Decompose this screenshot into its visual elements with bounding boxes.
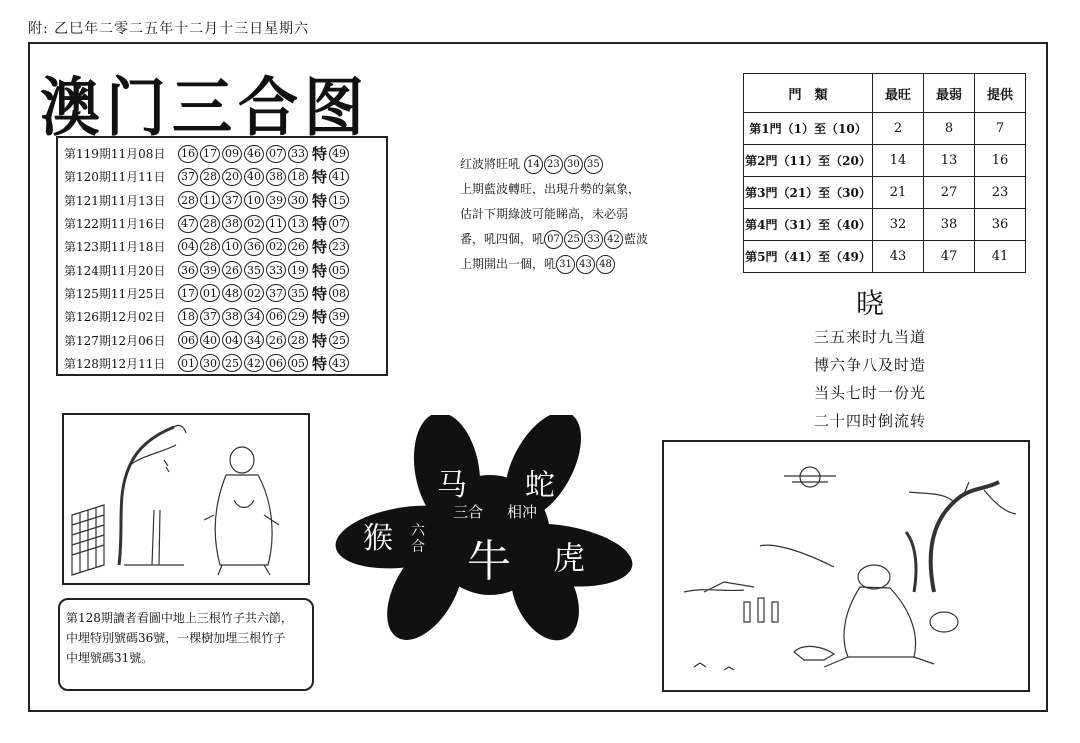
door-cell-offer: 36 [975,209,1026,241]
special-label: 特 [312,284,328,303]
wave-number-ball: 07 [544,230,563,249]
special-label: 特 [312,191,328,210]
history-row-label: 第120期11月11日 [64,170,166,185]
history-row [64,305,380,328]
wave-line2: 上期藍波轉旺，出現升勢的氣象， [460,182,641,196]
monk-bamboo-drawing [64,415,308,583]
door-cell-best: 32 [873,209,924,241]
number-ball: 06 [266,308,286,326]
wave-line4-numbers [544,232,624,246]
special-number-ball: 41 [329,168,349,186]
number-ball: 02 [244,215,264,233]
wave-number-ball: 42 [604,230,623,249]
wave-number-ball: 31 [556,255,575,274]
special-number-ball: 43 [329,354,349,372]
number-ball: 02 [266,238,286,256]
number-ball: 47 [178,215,198,233]
wave-forecast [460,152,660,277]
number-ball: 18 [288,168,308,186]
number-ball: 33 [266,261,286,279]
note-line: 中埋特別號碼36號，一棵樹加埋三根竹子 [66,631,286,645]
number-ball: 35 [244,261,264,279]
door-cell-worst: 27 [924,177,975,209]
scholar-tree-drawing [664,442,1028,690]
wave-line1-numbers [524,157,604,171]
special-label: 特 [312,331,328,350]
special-number-ball: 08 [329,284,349,302]
number-ball: 18 [178,308,198,326]
illustration-scholar-tree [662,440,1030,692]
label-sanhe: 三合 [453,503,484,521]
poem-line: 三五来时九当道 [813,328,926,346]
history-row [64,235,380,258]
history-row [64,258,380,281]
door-row [744,209,1026,241]
door-cell-worst: 47 [924,241,975,273]
door-cell-offer: 7 [975,113,1026,145]
number-ball: 28 [178,191,198,209]
number-ball: 04 [178,238,198,256]
wave-number-ball: 30 [564,155,583,174]
door-cell-door: 第4門（31）至（40） [744,209,873,241]
number-ball: 30 [288,191,308,209]
number-ball: 20 [222,168,242,186]
number-ball: 10 [222,238,242,256]
history-row [64,328,380,351]
door-row [744,113,1026,145]
wave-number-ball: 14 [524,155,543,174]
door-cell-door: 第1門（1）至（10） [744,113,873,145]
number-ball: 39 [200,261,220,279]
history-row-label: 第128期12月11日 [64,356,166,371]
history-row-label: 第123期11月18日 [64,240,166,255]
special-label: 特 [312,308,328,327]
number-ball: 07 [266,145,286,163]
number-ball: 33 [288,145,308,163]
number-ball: 26 [266,331,286,349]
history-row-label: 第122期11月16日 [64,217,166,232]
note-line: 中埋號碼31號。 [66,651,154,665]
number-ball: 26 [222,261,242,279]
number-ball: 42 [244,354,264,372]
door-cell-offer: 23 [975,177,1026,209]
door-row [744,145,1026,177]
special-number-ball: 49 [329,145,349,163]
number-ball: 28 [288,331,308,349]
special-label: 特 [312,215,328,234]
history-row [64,189,380,212]
number-ball: 37 [200,308,220,326]
number-ball: 37 [222,191,242,209]
special-label: 特 [312,145,328,164]
zodiac-snake: 蛇 [525,468,555,503]
wave-number-ball: 33 [584,230,603,249]
door-header-worst: 最弱 [924,74,975,113]
history-row-label: 第127期12月06日 [64,333,166,348]
number-ball: 02 [244,284,264,302]
poem-title: 晓 [855,287,884,320]
number-ball: 29 [288,308,308,326]
special-number-ball: 39 [329,308,349,326]
number-ball: 30 [200,354,220,372]
door-cell-worst: 38 [924,209,975,241]
history-results-box [56,136,388,376]
history-row-label: 第126期12月02日 [64,310,166,325]
number-ball: 34 [244,331,264,349]
number-ball: 17 [200,145,220,163]
wave-line1-text: 红波將旺吼 [460,157,521,171]
zodiac-ox: 牛 [467,536,511,587]
history-row [64,165,380,188]
number-ball: 09 [222,145,242,163]
door-cell-best: 2 [873,113,924,145]
number-ball: 35 [288,284,308,302]
special-label: 特 [312,238,328,257]
history-row [64,282,380,305]
door-row [744,241,1026,273]
label-xiangchong: 相冲 [507,503,538,521]
door-cell-door: 第5門（41）至（49） [744,241,873,273]
number-ball: 11 [266,215,286,233]
label-liuhe: 六合 [411,523,425,555]
number-ball: 06 [266,354,286,372]
number-ball: 26 [288,238,308,256]
number-ball: 36 [178,261,198,279]
number-ball: 36 [244,238,264,256]
door-cell-worst: 8 [924,113,975,145]
history-row [64,212,380,235]
wave-line5-pre: 上期開出一個，吼 [460,257,557,271]
number-ball: 05 [288,354,308,372]
number-ball: 10 [244,191,264,209]
number-ball: 04 [222,331,242,349]
number-ball: 28 [200,168,220,186]
number-ball: 28 [200,238,220,256]
note-line: 第128期讀者看圖中地上三根竹子共六節， [66,611,293,625]
number-ball: 38 [266,168,286,186]
door-cell-best: 14 [873,145,924,177]
zodiac-flower [335,415,635,645]
wave-line4-pre: 番，吼四個，吼 [460,232,545,246]
reader-note [58,598,314,691]
door-cell-best: 43 [873,241,924,273]
number-ball: 13 [288,215,308,233]
history-row-label: 第125期11月25日 [64,286,166,301]
number-ball: 06 [178,331,198,349]
wave-number-ball: 23 [544,155,563,174]
number-ball: 38 [222,308,242,326]
door-header-offer: 提供 [975,74,1026,113]
number-ball: 28 [200,215,220,233]
zodiac-monkey: 猴 [363,521,393,556]
special-number-ball: 07 [329,215,349,233]
door-table [743,73,1026,273]
special-number-ball: 05 [329,261,349,279]
number-ball: 48 [222,284,242,302]
wave-number-ball: 25 [564,230,583,249]
special-label: 特 [312,261,328,280]
history-row [64,352,380,375]
history-row-label: 第119期11月08日 [64,147,166,162]
poem-block [770,285,970,435]
number-ball: 40 [200,331,220,349]
number-ball: 46 [244,145,264,163]
illustration-monk-bamboo [62,413,310,585]
special-number-ball: 23 [329,238,349,256]
wave-line4-post: 藍波 [624,232,649,246]
door-cell-door: 第3門（21）至（30） [744,177,873,209]
number-ball: 40 [244,168,264,186]
history-row-label: 第121期11月13日 [64,193,166,208]
special-number-ball: 15 [329,191,349,209]
special-number-ball: 25 [329,331,349,349]
zodiac-tiger: 虎 [553,539,586,577]
door-cell-door: 第2門（11）至（20） [744,145,873,177]
door-cell-offer: 16 [975,145,1026,177]
door-header-category: 門 類 [744,74,873,113]
door-header-best: 最旺 [873,74,924,113]
wave-number-ball: 48 [596,255,615,274]
number-ball: 19 [288,261,308,279]
door-row [744,177,1026,209]
number-ball: 38 [222,215,242,233]
poem-line: 二十四时倒流转 [813,412,926,430]
number-ball: 01 [200,284,220,302]
wave-line3: 估計下期綠波可能睇高，未必弱 [460,207,629,221]
number-ball: 34 [244,308,264,326]
number-ball: 16 [178,145,198,163]
wave-number-ball: 43 [576,255,595,274]
number-ball: 25 [222,354,242,372]
page-title: 澳门三合图 [40,71,370,145]
door-cell-offer: 41 [975,241,1026,273]
zodiac-horse: 马 [437,468,467,503]
number-ball: 17 [178,284,198,302]
wave-line5-numbers [556,257,616,271]
door-cell-best: 21 [873,177,924,209]
number-ball: 01 [178,354,198,372]
number-ball: 37 [178,168,198,186]
history-row [64,142,380,165]
number-ball: 37 [266,284,286,302]
history-row-label: 第124期11月20日 [64,263,166,278]
poem-line: 博六争八及时造 [813,356,926,374]
date-line: 附: 乙巳年二零二五年十二月十三日星期六 [28,21,310,37]
number-ball: 39 [266,191,286,209]
special-label: 特 [312,168,328,187]
special-label: 特 [312,354,328,373]
poem-line: 当头七时一份光 [813,384,926,402]
number-ball: 11 [200,191,220,209]
wave-number-ball: 35 [584,155,603,174]
door-cell-worst: 13 [924,145,975,177]
